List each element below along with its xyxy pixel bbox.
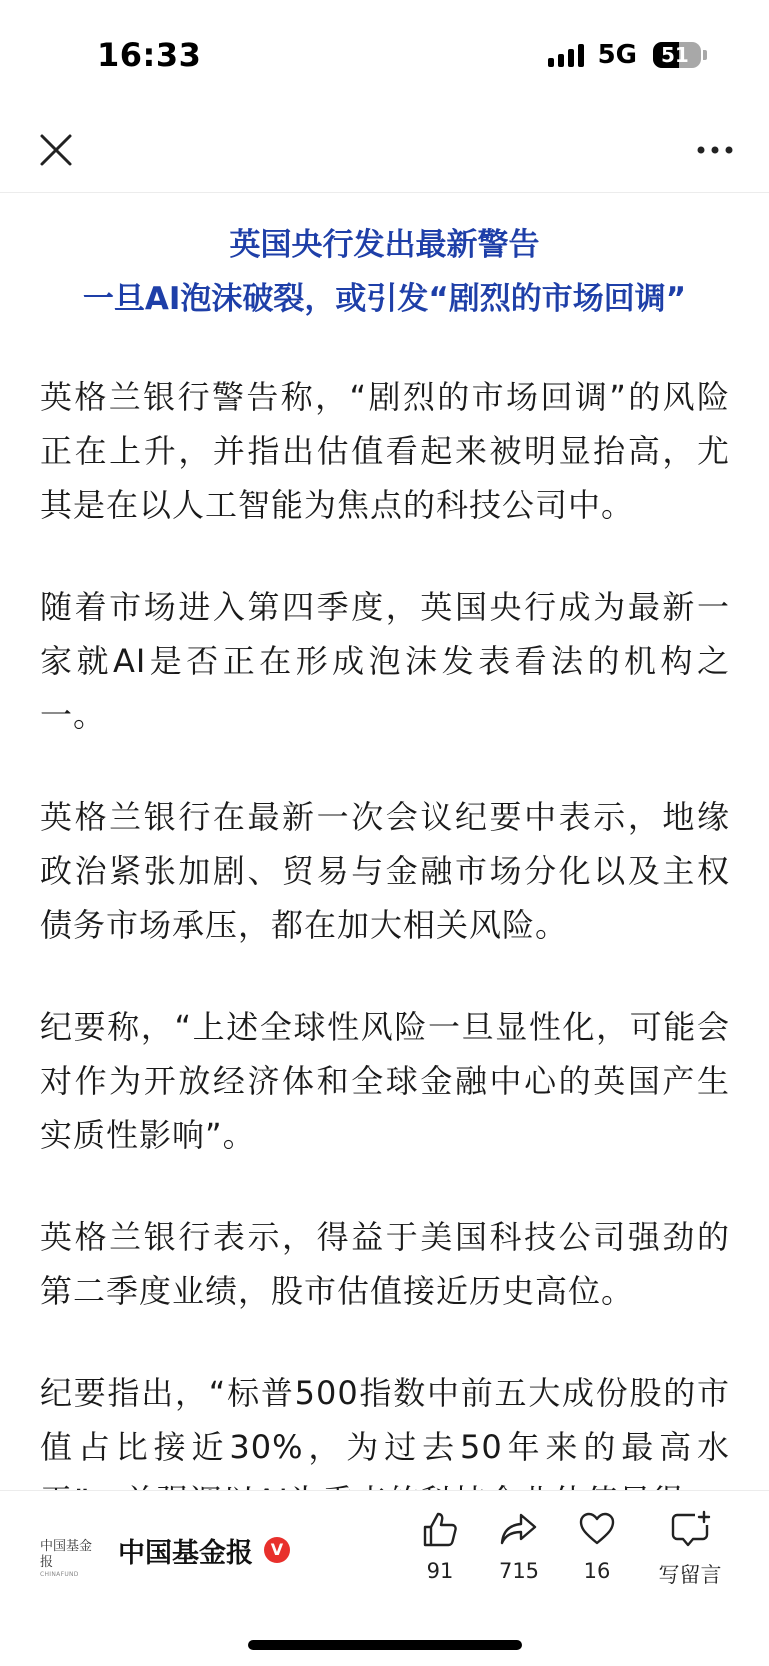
headline-line-1: 英国央行发出最新警告 bbox=[229, 227, 540, 263]
nav-bar bbox=[0, 110, 769, 193]
article-paragraph: 英格兰银行表示，得益于美国科技公司强劲的第二季度业绩，股市估值接近历史高位。 bbox=[40, 1218, 730, 1310]
article-headline bbox=[0, 218, 769, 326]
home-indicator[interactable] bbox=[248, 1640, 522, 1650]
more-button[interactable] bbox=[695, 138, 735, 162]
article-paragraph: 英格兰银行在最新一次会议纪要中表示，地缘政治紧张加剧、贸易与金融市场分化以及主权债务市场承压，都在加大相关风险。 bbox=[40, 798, 730, 944]
more-dots-icon bbox=[695, 138, 735, 162]
status-indicators bbox=[548, 40, 707, 70]
article-paragraph: 英格兰银行警告称，“剧烈的市场回调”的风险正在上升，并指出估值看起来被明显抬高，尤其是在以人工智能为焦点的科技公司中。 bbox=[40, 378, 730, 524]
write-comment-button[interactable] bbox=[642, 1509, 738, 1589]
share-button[interactable] bbox=[479, 1509, 559, 1583]
favorite-button[interactable] bbox=[557, 1509, 637, 1583]
article-paragraph: 纪要指出，“标普500指数中前五大成份股的市值占比接近30%，为过去50年来的最高水 bbox=[40, 1374, 730, 1466]
heart-icon bbox=[577, 1509, 617, 1549]
status-time: 16:33 bbox=[97, 36, 202, 74]
verified-badge-icon: V bbox=[264, 1537, 290, 1563]
article-paragraph: 纪要称，“上述全球性风险一旦显性化，可能会对作为开放经济体和全球金融中心的英国产生实质性影响”。 bbox=[40, 1008, 730, 1154]
source-name[interactable]: 中国基金报 bbox=[118, 1538, 253, 1569]
share-count: 715 bbox=[498, 1559, 540, 1583]
comment-add-icon bbox=[669, 1509, 711, 1549]
close-button[interactable] bbox=[36, 130, 76, 170]
thumbs-up-icon bbox=[420, 1509, 460, 1549]
network-type: 5G bbox=[597, 40, 637, 70]
close-icon bbox=[36, 130, 76, 170]
headline-line-2: 一旦AI泡沫破裂，或引发“剧烈的市场回调” bbox=[82, 281, 687, 317]
article-paragraph: 随着市场进入第四季度，英国央行成为最新一家就AI是否正在形成泡沫发表看法的机构之一。 bbox=[40, 588, 730, 734]
favorite-count: 16 bbox=[583, 1559, 611, 1583]
battery-cap bbox=[703, 50, 707, 60]
battery-level: 51 bbox=[661, 43, 689, 67]
battery-icon bbox=[653, 42, 701, 68]
status-bar bbox=[0, 0, 769, 110]
source-logo-text: 中国基金报 bbox=[40, 1539, 93, 1570]
like-button[interactable] bbox=[400, 1509, 480, 1583]
write-comment-label: 写留言 bbox=[658, 1563, 722, 1587]
article-body bbox=[40, 370, 730, 1490]
cellular-signal-icon bbox=[548, 43, 584, 67]
source-logo-subtext: CHINAFUND bbox=[40, 1571, 79, 1578]
share-icon bbox=[499, 1509, 539, 1549]
source-logo[interactable] bbox=[40, 1539, 102, 1578]
like-count: 91 bbox=[426, 1559, 454, 1583]
